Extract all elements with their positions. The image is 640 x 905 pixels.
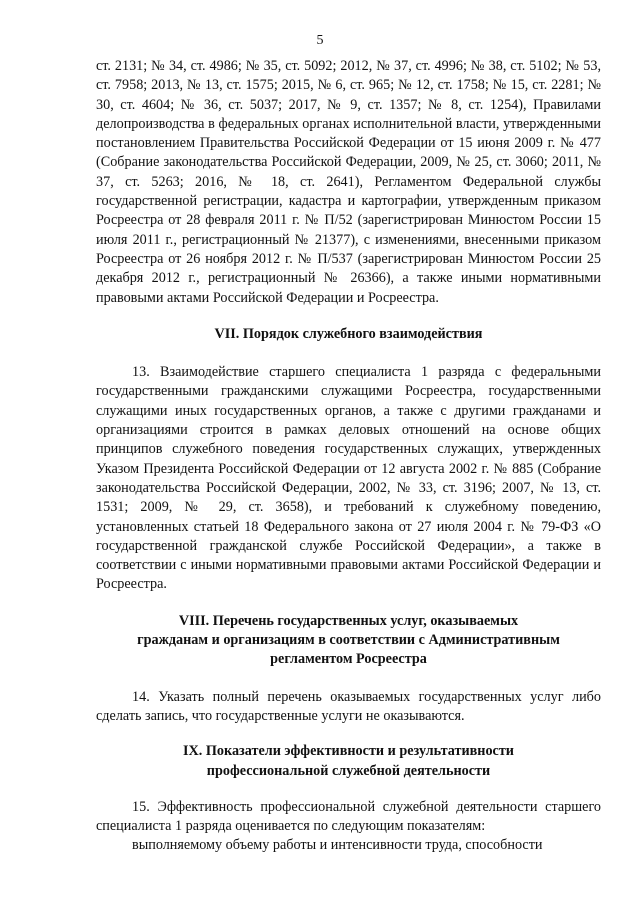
section-heading-7: VII. Порядок служебного взаимодействия <box>214 325 483 342</box>
paragraph-14: 14. Указать полный перечень оказываемых государственных услуг либо сделать запись, что государственные услуги не оказываются. <box>96 688 601 724</box>
section-heading-9-line-2: профессиональной служебной деятельности <box>206 762 491 779</box>
paragraph-15: 15. Эффективность профессиональной служебной деятельности старшего специалиста 1 разряда оценивается по следующим показателям: <box>96 798 601 835</box>
paragraph-intro: ст. 2131; № 34, ст. 4986; № 35, ст. 5092; 2012, № 37, ст. 4996; № 38, ст. 5102; № 53, ст. 7958; 2013, № 13, ст. 1575; 2015, № 6, ст. 965; № 12, ст. 1758; № 15, ст. 2281; № 30, ст. 4604; № 36, ст. 5037; 2017, № 9, ст. 1357; № 8, ст. 1254), Правилами делопроизводства в федеральных органах исполнительной власти, утвержденными постановлением Правительства Российской Федерации от 15 июня 2009 г. № 477 (Собрание законодательства Российской Федерации, 2009, № 25, ст. 3060; 2011, № 37, ст. 5263; 2016, № 18, ст. 2641), Регламентом Федеральной службы государственной регистрации, кадастра и картографии, утвержденным приказом Росреестра от 28 февраля 2011 г. № П/52 (зарегистрирован Минюстом России 15 июля 2011 г., регистрационный № 21377), с изменениями, внесенными приказом Росреестра от 26 ноября 2012 г. № П/537 (зарегистрирован Минюстом России 25 декабря 2012 г., регистрационный № 26366), а также иными нормативными правовыми актами Российской Федерации и Росреестра. <box>96 58 601 306</box>
section-heading-9-line-1: IX. Показатели эффективности и результативности <box>183 743 514 760</box>
document-body <box>96 57 601 856</box>
section-heading-9 <box>96 742 601 781</box>
section-heading-8-line-3: регламентом Росреестра <box>270 651 427 668</box>
section-heading-8 <box>96 612 601 670</box>
paragraph-15-continued: выполняемому объему работы и интенсивности труда, способности <box>132 837 543 854</box>
paragraph-13: 13. Взаимодействие старшего специалиста 1 разряда с федеральными государственными гражданскими служащими Росреестра, государственными служащими иных государственных органов, а также с другими гражданами и организациями строится в рамках деловых отношений на основе общих принципов служебного поведения государственных служащих, утвержденных Указом Президента Российской Федерации от 12 августа 2002 г. № 885 (Собрание законодательства Российской Федерации, 2002, № 33, ст. 3196; 2007, № 13, ст. 1531; 2009, № 29, ст. 3658), и требований к служебному поведению, установленных статьей 18 Федерального закона от 27 июля 2004 г. № 79-ФЗ «О государственной гражданской службе Российской Федерации», а также в соответствии с иными нормативными правовыми актами Российской Федерации и Росреестра. <box>96 364 601 593</box>
section-heading-8-line-1: VIII. Перечень государственных услуг, оказываемых <box>178 612 519 629</box>
section-heading-8-line-2: гражданам и организациям в соответствии с Административным <box>137 632 560 649</box>
page-number: 5 <box>316 33 324 48</box>
